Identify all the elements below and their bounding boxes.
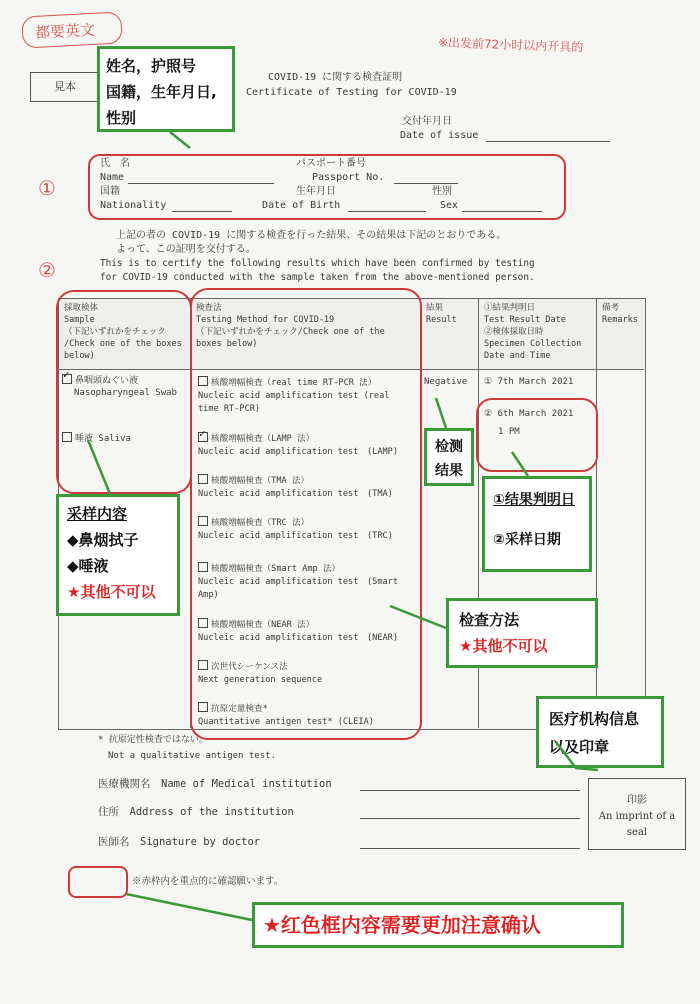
collect-time: 1 PM — [498, 427, 520, 437]
cert-en-2: for COVID-19 conducted with the sample taken from the above-mentioned person. — [100, 272, 535, 283]
passport-line — [394, 183, 458, 184]
callout-personal-info — [97, 46, 235, 132]
sample-redbox — [56, 290, 192, 494]
method-en2: Amp) — [198, 590, 219, 600]
callout-line: 姓名，护照号 — [106, 57, 197, 75]
cert-en-1: This is to certify the following results which have been confirmed by testing — [100, 258, 535, 269]
header-text: ①結果判明日 — [484, 303, 536, 313]
header-text: Result — [426, 315, 457, 325]
header-text: 検査法 — [196, 303, 222, 313]
header-text: boxes below) — [196, 339, 258, 349]
sex-line — [462, 211, 542, 212]
method-en: Nucleic acid amplification test (Smart — [198, 577, 399, 587]
callout-line: ★其他不可以 — [459, 637, 548, 655]
dob-en: Date of Birth — [262, 200, 341, 211]
header-date — [484, 302, 581, 362]
collect-date: ② 6th March 2021 — [484, 409, 574, 419]
sample-label: 見本 — [54, 80, 76, 93]
callout-medical — [536, 696, 664, 768]
sample-jp: 鼻咽頭ぬぐい液 — [75, 376, 139, 386]
dob-line — [348, 211, 426, 212]
institution-address: 住所 Address of the institution — [98, 806, 294, 818]
callout-line: 国籍，生年月日, — [106, 83, 217, 101]
name-jp: 氏 名 — [100, 158, 130, 169]
circle-number-1: ① — [38, 176, 56, 200]
circle-number-2: ② — [38, 258, 56, 282]
callout-line: ②采样日期 — [493, 532, 561, 548]
callout-line: 检测 — [435, 439, 463, 455]
header-text: 採取検体 — [64, 303, 99, 313]
sample-en: Nasopharyngeal Swab — [74, 388, 177, 398]
institution-name: 医療機関名 Name of Medical institution — [98, 778, 332, 790]
header-result — [426, 302, 457, 326]
nationality-jp: 国籍 — [100, 186, 120, 197]
result-value: Negative — [424, 377, 468, 387]
issue-jp: 交付年月日 — [402, 116, 452, 127]
callout-date — [482, 476, 592, 572]
header-text: Specimen Collection — [484, 339, 582, 349]
title-jp: COVID-19 に関する検査証明 — [268, 72, 403, 83]
header-text: /Check one of the boxes — [64, 339, 182, 349]
checkbox-checked[interactable]: ✓ — [62, 374, 72, 384]
legend-redbox — [68, 866, 128, 898]
result-date: ① 7th March 2021 — [484, 377, 574, 387]
callout-line: 结果 — [435, 463, 463, 479]
seal-box — [588, 778, 686, 850]
red-frame-note: ※赤枠内を重点的に確認願います。 — [132, 876, 284, 887]
method-jp: 核酸増幅検査（LAMP 法） — [211, 434, 315, 444]
method-jp: 次世代シーケンス法 — [211, 662, 288, 672]
header-text: 結果 — [426, 303, 444, 313]
header-text: Test Result Date — [484, 315, 566, 325]
header-text: 備考 — [602, 303, 620, 313]
callout-sample — [56, 494, 180, 616]
name-en: Name — [100, 172, 125, 183]
callout-bottom-text: ★红色框内容需要更加注意确认 — [263, 913, 541, 937]
method-en: Nucleic acid amplification test (TMA) — [198, 489, 393, 499]
handwritten-text: 都要英文 — [34, 20, 96, 42]
callout-line: ★其他不可以 — [67, 583, 156, 601]
callout-line: 性别 — [106, 109, 137, 127]
callout-line: 医疗机构信息 — [549, 710, 640, 728]
header-text: ②検体採取日時 — [484, 327, 544, 337]
callout-method — [446, 598, 598, 668]
callout-line: ◆唾液 — [67, 557, 109, 575]
header-text: （下記いずれかをチェック/Check one of the — [196, 327, 385, 337]
dob-jp: 生年月日 — [296, 186, 336, 197]
callout-bottom — [252, 902, 624, 948]
method-en: Nucleic acid amplification test (LAMP) — [198, 447, 399, 457]
callout-line: 以及印章 — [549, 738, 610, 756]
header-text: below) — [64, 351, 95, 361]
sex-en: Sex — [440, 200, 459, 211]
handwritten-note-top-left — [21, 11, 123, 48]
method-en: Nucleic acid amplification test (TRC) — [198, 531, 393, 541]
cert-jp-2: よって、この証明を交付する。 — [116, 244, 256, 255]
sample-jp: 唾液 Saliva — [75, 434, 131, 444]
method-en: Quantitative antigen test* (CLEIA) — [198, 717, 374, 727]
checkbox-checked[interactable]: ✓ — [198, 432, 208, 442]
method-jp: 核酸増幅検査（TRC 法） — [211, 518, 310, 528]
method-jp: 核酸増幅検査（NEAR 法） — [211, 620, 315, 630]
seal-en-2: seal — [626, 827, 648, 838]
method-jp: 核酸増幅検査（real time RT-PCR 法） — [211, 378, 377, 388]
method-en: Next generation sequence — [198, 675, 323, 685]
header-text: Remarks — [602, 315, 638, 325]
passport-jp: パスポート番号 — [296, 158, 366, 169]
callout-line: 检查方法 — [459, 611, 520, 629]
seal-jp: 印影 — [627, 795, 647, 806]
footnote-jp: * 抗原定性検査ではない。 — [98, 735, 208, 745]
institution-address-line — [360, 818, 580, 819]
footnote-en: Not a qualitative antigen test. — [108, 751, 276, 761]
sex-jp: 性別 — [432, 186, 452, 197]
method-en2: time RT-PCR) — [198, 404, 261, 414]
header-text: Testing Method for COVID-19 — [196, 315, 335, 325]
method-en: Nucleic acid amplification test (NEAR) — [198, 633, 399, 643]
doctor-signature: 医師名 Signature by doctor — [98, 836, 261, 848]
callout-detect-result — [424, 428, 474, 486]
method-jp: 核酸増幅検査（Smart Amp 法） — [211, 564, 341, 574]
header-text: Sample — [64, 315, 95, 325]
seal-en-1: An imprint of a — [598, 811, 676, 822]
name-line — [128, 183, 274, 184]
nationality-line — [172, 211, 232, 212]
connector-line — [170, 132, 190, 148]
callout-line: ①结果判明日 — [493, 492, 575, 508]
issue-date-line — [486, 141, 610, 142]
method-jp: 核酸増幅検査（TMA 法） — [211, 476, 310, 486]
passport-en: Passport No. — [312, 172, 385, 183]
date-redbox — [476, 398, 598, 472]
nationality-en: Nationality — [100, 200, 167, 211]
method-jp: 抗原定量検査* — [211, 704, 268, 714]
issue-en: Date of issue — [400, 130, 479, 141]
doctor-signature-line — [360, 848, 580, 849]
header-text: Date and Time — [484, 351, 551, 361]
sample-stamp — [30, 72, 100, 102]
institution-name-line — [360, 790, 580, 791]
method-en: Nucleic acid amplification test (real — [198, 391, 390, 401]
title-en: Certificate of Testing for COVID-19 — [246, 87, 457, 98]
connector-line — [126, 894, 252, 920]
callout-line: 采样内容 — [67, 505, 128, 523]
cert-jp-1: 上記の者の COVID-19 に関する検査を行った結果、その結果は下記のとおりである。 — [116, 230, 507, 241]
callout-line: ◆鼻烟拭子 — [67, 531, 139, 549]
header-remarks — [602, 302, 638, 326]
header-text: （下記いずれかをチェック — [64, 327, 166, 337]
handwritten-note-top-right: ※出发前72小时以内开具的 — [437, 35, 584, 55]
method-redbox — [190, 288, 422, 740]
